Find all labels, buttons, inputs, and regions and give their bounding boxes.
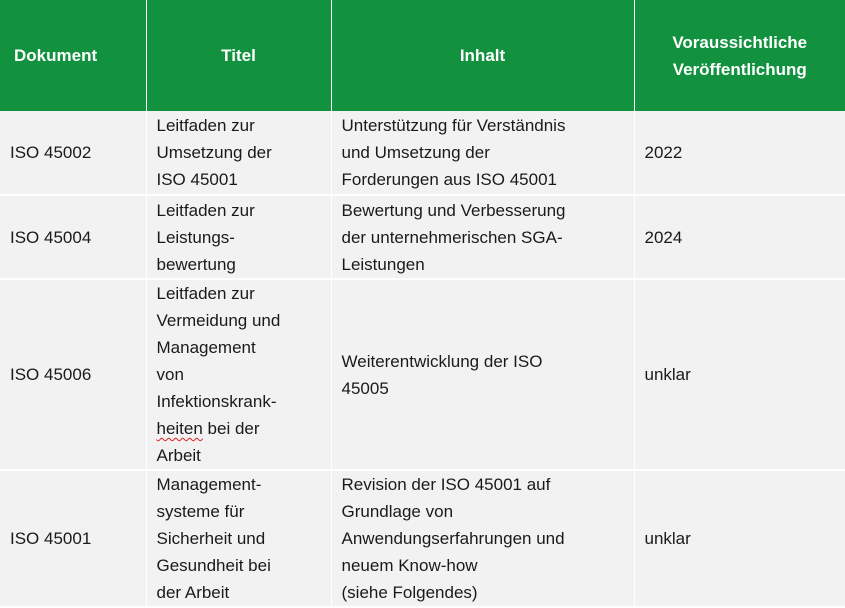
header-veroeffentlichung — [634, 0, 845, 111]
cell-jahr: 2022 — [634, 111, 845, 195]
header-dokument: Dokument — [0, 0, 146, 111]
cell-titel: Leitfaden zur Umsetzung der ISO 45001 — [146, 111, 331, 195]
cell-dokument: ISO 45004 — [0, 195, 146, 279]
header-veroeffentlichung-line2: Veröffentlichung — [672, 59, 807, 79]
cell-inhalt: Weiterentwicklung der ISO 45005 — [331, 279, 634, 470]
cell-jahr: 2024 — [634, 195, 845, 279]
header-veroeffentlichung-line1: Voraussichtliche — [672, 32, 808, 52]
cell-dokument: ISO 45006 — [0, 279, 146, 470]
cell-inhalt: Bewertung und Verbesserung der unternehmerischen SGA- Leistungen — [331, 195, 634, 279]
cell-inhalt: Unterstützung für Verständnis und Umsetzung der Forderungen aus ISO 45001 — [331, 111, 634, 195]
cell-inhalt: Revision der ISO 45001 auf Grundlage von Anwendungserfahrungen und neuem Know-how (siehe Folgendes) — [331, 470, 634, 607]
cell-titel: Leitfaden zur Leistungs- bewertung — [146, 195, 331, 279]
table-row — [0, 195, 845, 279]
cell-jahr: unklar — [634, 470, 845, 607]
cell-titel: Management- systeme für Sicherheit und Gesundheit bei der Arbeit — [146, 470, 331, 607]
header-titel: Titel — [146, 0, 331, 111]
table-row — [0, 279, 845, 470]
table-header-row — [0, 0, 845, 111]
cell-dokument: ISO 45002 — [0, 111, 146, 195]
table-row — [0, 111, 845, 195]
cell-jahr: unklar — [634, 279, 845, 470]
header-inhalt: Inhalt — [331, 0, 634, 111]
cell-dokument: ISO 45001 — [0, 470, 146, 607]
cell-titel-part-a: Leitfaden zur Vermeidung und Management von Infektionskrank- — [156, 284, 281, 411]
table-row — [0, 470, 845, 607]
spellcheck-word[interactable]: heiten — [156, 419, 203, 438]
cell-titel — [146, 279, 331, 470]
cell-titel-part-c: bei der Arbeit — [156, 419, 260, 465]
